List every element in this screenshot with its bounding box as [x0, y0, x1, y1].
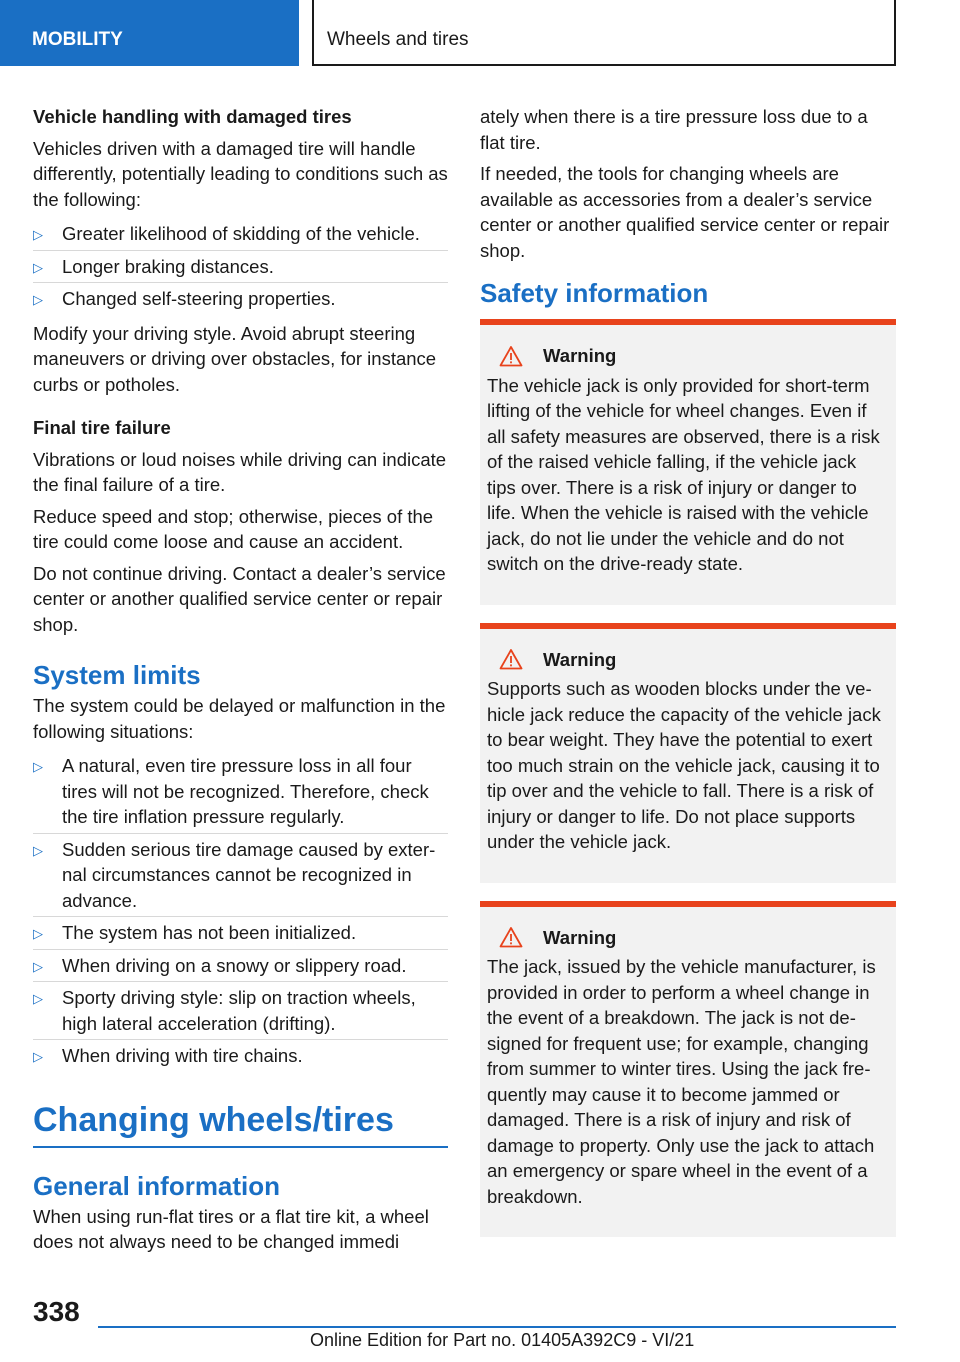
- warning-triangle-icon: [499, 926, 523, 948]
- final-failure-p2: Reduce speed and stop; otherwise, pieces of the tire could come loose and cause an accident.: [33, 505, 434, 552]
- final-failure-heading: Final tire failure: [33, 417, 171, 438]
- warning-text: Supports such as wooden blocks under the vehicle jack reduce the capacity of the vehicle jack to bear weight. They have the potential to exert too much strain on the vehicle jack, causing it to tip over and the vehicle to fall. There is a risk of injury or danger to life. Do not place supports under the vehicle jack.: [487, 678, 881, 852]
- handling-list: [33, 218, 448, 315]
- system-limits-intro: The system could be delayed or malfunction in the following situations:: [33, 695, 446, 742]
- system-limits-heading: System limits: [33, 660, 201, 690]
- triangle-bullet-icon: ▷: [33, 259, 43, 275]
- warning-title: Warning: [543, 926, 617, 948]
- page-number: 338: [33, 1296, 80, 1327]
- warning-box: [480, 623, 896, 883]
- section-tab: MOBILITY: [0, 0, 299, 66]
- warning-box: [480, 319, 896, 605]
- triangle-bullet-icon: ▷: [33, 991, 43, 1006]
- general-info-heading: General information: [33, 1170, 281, 1201]
- list-item: ▷ When driving with tire chains.: [33, 1040, 448, 1072]
- warning-text: The vehicle jack is only provided for short-term lifting of the vehicle for wheel changes. Even if all safety measures are observed, there is a risk of the raised vehicle falling, if the vehicle jack tips over. There is a risk of injury or danger to life. When the vehicle is raised with the vehicle jack, do not lie under the vehicle and do not switch on the drive-ready state.: [487, 374, 880, 574]
- warning-triangle-icon: [499, 345, 523, 367]
- list-item: ▷ Greater likelihood of skidding of the vehicle.: [33, 218, 448, 251]
- general-info-p1-cont: ately when there is a tire pressure loss due to a flat tire.: [480, 106, 868, 153]
- safety-info-heading: Safety information: [480, 278, 709, 308]
- handling-advice: Modify your driving style. Avoid abrupt steering maneuvers or driving over obstacles, for instance curbs or potholes.: [33, 322, 437, 395]
- triangle-bullet-icon: ▷: [33, 292, 43, 307]
- list-item: ▷ Longer braking distances.: [33, 251, 448, 284]
- right-column: [480, 104, 896, 1237]
- left-column: [33, 104, 448, 1261]
- system-limits-list: [33, 750, 448, 1072]
- final-failure-p1: Vibrations or loud noises while driving can indicate the final failure of a tire.: [33, 448, 447, 495]
- general-info-p1: When using run-flat tires or a flat tire kit, a wheel does not always need to be changed immedi: [33, 1205, 429, 1252]
- page-header: [0, 0, 960, 66]
- list-item: ▷ A natural, even tire pressure loss in all four tires will not be recognized. Therefore, check the tire inflation pressure regularly.: [33, 750, 448, 834]
- warning-title: Warning: [543, 648, 617, 670]
- triangle-bullet-icon: ▷: [33, 926, 43, 941]
- triangle-bullet-icon: ▷: [33, 759, 43, 774]
- list-item: ▷ When driving on a snowy or slippery road.: [33, 950, 448, 983]
- footer-divider: [98, 1326, 896, 1328]
- final-failure-p3: Do not continue driving. Contact a dealer’s service center or another qualified service center or repair shop.: [33, 562, 446, 635]
- triangle-bullet-icon: ▷: [33, 1049, 43, 1064]
- triangle-bullet-icon: ▷: [33, 227, 43, 242]
- general-info-p2: If needed, the tools for changing wheels are available as accessories from a dealer’s service center or another qualified service center or repair shop.: [480, 163, 890, 261]
- chapter-heading: Changing wheels/tires: [33, 1100, 448, 1148]
- warning-box: [480, 901, 896, 1238]
- handling-intro: Vehicles driven with a damaged tire will handle differently, potentially leading to conditions such as the following:: [33, 137, 448, 210]
- triangle-bullet-icon: ▷: [33, 842, 43, 858]
- list-item: ▷ Sudden serious tire damage caused by external circumstances cannot be recognized in advance.: [33, 834, 448, 918]
- warning-triangle-icon: [499, 648, 523, 670]
- warning-title: Warning: [543, 345, 617, 366]
- warning-text: The jack, issued by the vehicle manufacturer, is provided in order to perform a wheel change in the event of a breakdown. The jack is not designed for frequent use; for example, changing from summer to winter tires. Using the jack frequently may cause it to become jammed or damaged. There is a risk of injury and risk of damage to property. Only use the jack to attach an emergency or spare wheel in the event of a breakdown.: [487, 956, 876, 1207]
- list-item: ▷ Sporty driving style: slip on traction wheels, high lateral acceleration (drifting).: [33, 982, 448, 1040]
- edition-text: Online Edition for Part no. 01405A392C9 - VI/21: [310, 1330, 695, 1350]
- triangle-bullet-icon: ▷: [33, 958, 43, 974]
- list-item: ▷ The system has not been initialized.: [33, 917, 448, 950]
- list-item: ▷ Changed self-steering properties.: [33, 283, 448, 315]
- page-title: Wheels and tires: [312, 0, 896, 66]
- handling-heading: Vehicle handling with damaged tires: [33, 106, 352, 127]
